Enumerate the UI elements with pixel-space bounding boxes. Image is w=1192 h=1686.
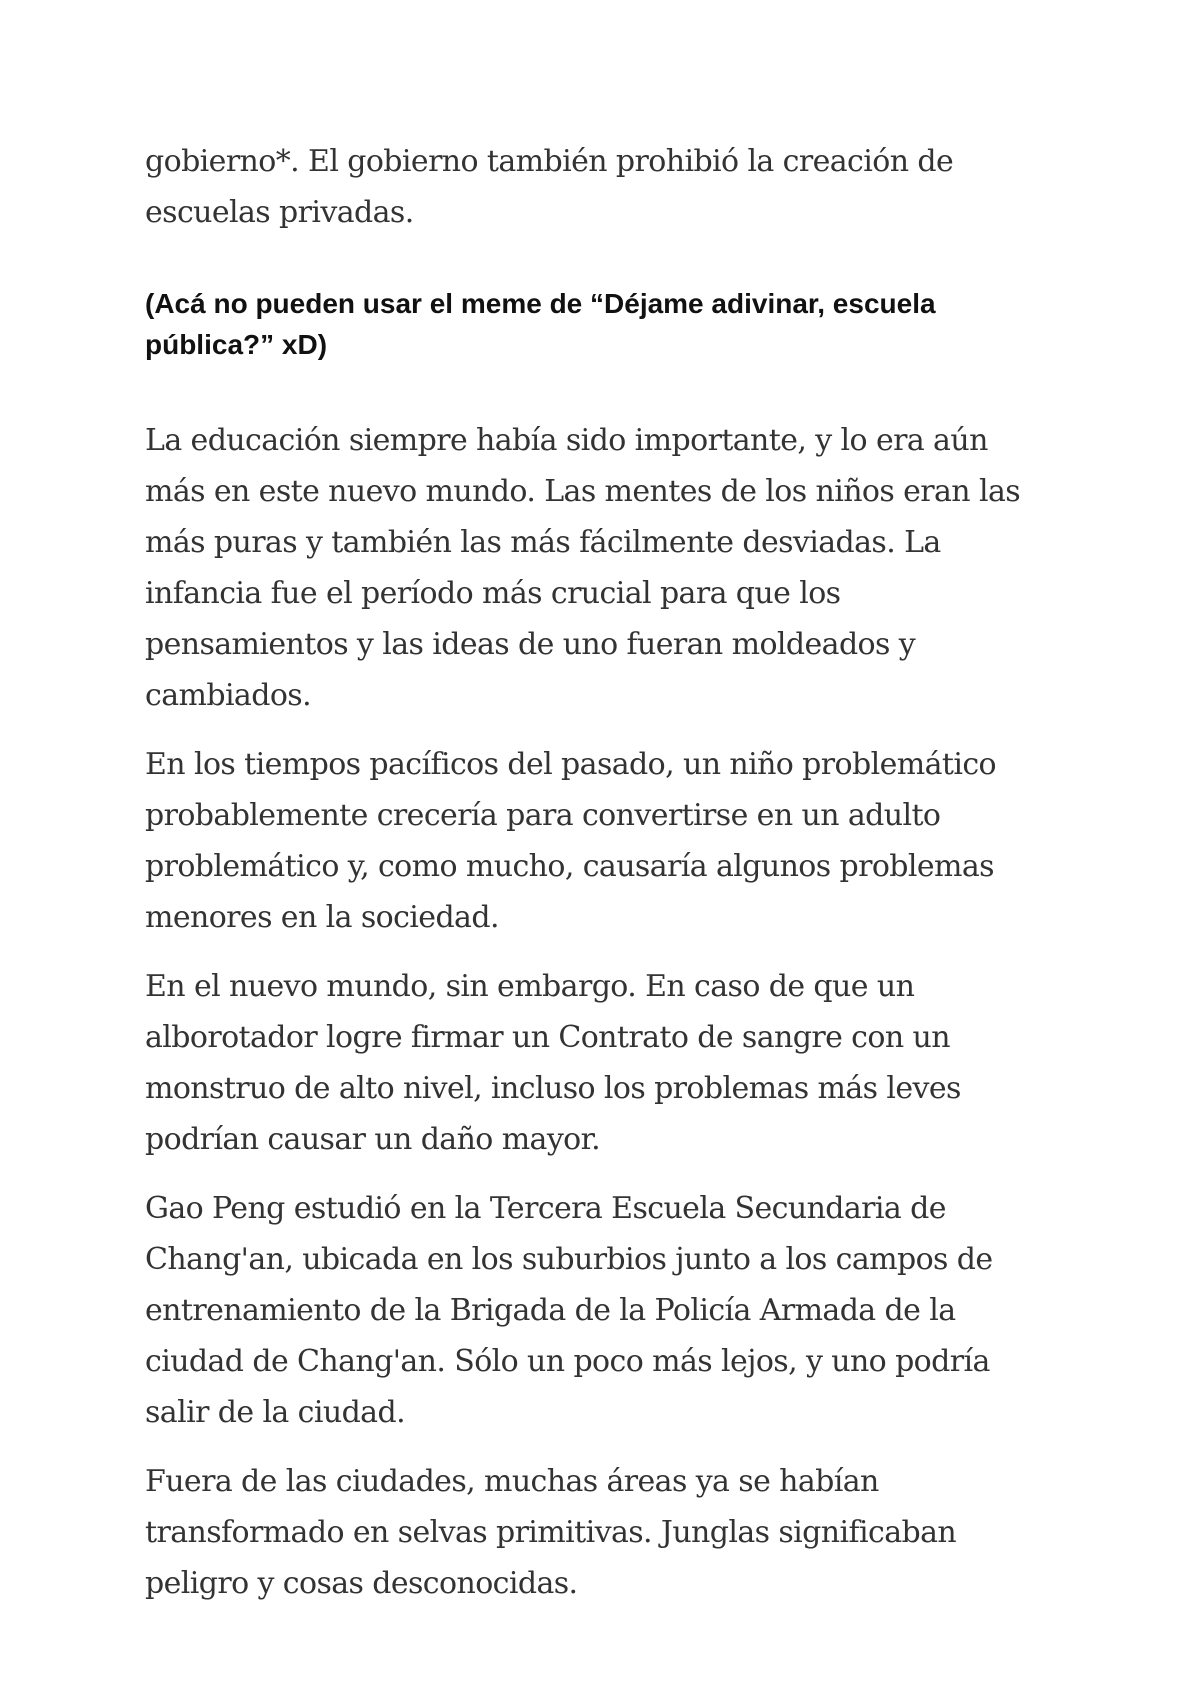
paragraph-2: La educación siempre había sido importante, y lo era aún más en este nuevo mundo. Las mentes de los niños eran las más puras y también las más fácilmente desviadas. La infancia fue el período más crucial para que los pensamientos y las ideas de uno fueran moldeados y cambiados. [145, 423, 1021, 713]
paragraph-1: gobierno*. El gobierno también prohibió la creación de escuelas privadas. [145, 144, 954, 230]
paragraph-4: En el nuevo mundo, sin embargo. En caso de que un alborotador logre firmar un Contrato de sangre con un monstruo de alto nivel, incluso los problemas más leves podrían causar un daño mayor. [145, 969, 961, 1157]
document-body [145, 136, 1050, 1609]
paragraph-5: Gao Peng estudió en la Tercera Escuela Secundaria de Chang'an, ubicada en los suburbios junto a los campos de entrenamiento de la Brigada de la Policía Armada de la ciudad de Chang'an. Sólo un poco más lejos, y uno podría salir de la ciudad. [145, 1191, 993, 1430]
paragraph-3: En los tiempos pacíficos del pasado, un niño problemático probablemente crecería para convertirse en un adulto problemático y, como mucho, causaría algunos problemas menores en la sociedad. [145, 747, 996, 935]
translator-note: (Acá no pueden usar el meme de “Déjame adivinar, escuela pública?” xD) [145, 288, 936, 360]
paragraph-6: Fuera de las ciudades, muchas áreas ya se habían transformado en selvas primitivas. Junglas significaban peligro y cosas desconocidas. [145, 1464, 957, 1601]
